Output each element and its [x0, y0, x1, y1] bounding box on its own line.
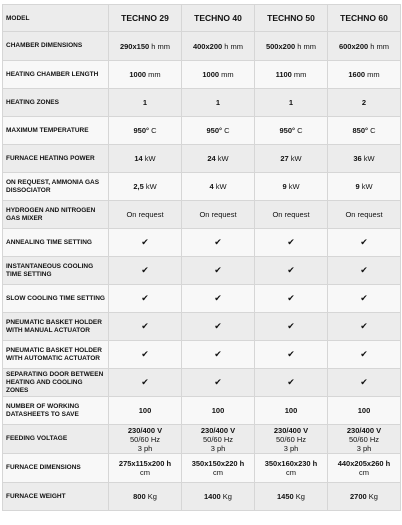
table-row	[3, 425, 401, 454]
cell-value: On request	[182, 201, 255, 229]
checkmark-icon: ✔	[109, 341, 182, 369]
table-row	[3, 454, 401, 483]
table-row	[3, 229, 401, 257]
cell-value: 24 kW	[182, 145, 255, 173]
row-label: FURNACE HEATING POWER	[3, 145, 109, 173]
cell-value: On request	[328, 201, 401, 229]
cell-value: 275x115x200 h cm	[109, 454, 182, 483]
row-label: ON REQUEST, AMMONIA GAS DISSOCIATOR	[3, 173, 109, 201]
checkmark-icon: ✔	[255, 313, 328, 341]
cell-value: 1	[109, 89, 182, 117]
cell-value: 350x150x220 h cm	[182, 454, 255, 483]
row-label: HEATING CHAMBER LENGTH	[3, 61, 109, 89]
row-label: MAXIMUM TEMPERATURE	[3, 117, 109, 145]
checkmark-icon: ✔	[182, 341, 255, 369]
row-label: FURNACE WEIGHT	[3, 483, 109, 511]
cell-value: 440x205x260 h cm	[328, 454, 401, 483]
checkmark-icon: ✔	[255, 341, 328, 369]
checkmark-icon: ✔	[328, 341, 401, 369]
cell-value: 1	[182, 89, 255, 117]
checkmark-icon: ✔	[109, 229, 182, 257]
cell-value: 950° C	[182, 117, 255, 145]
cell-value: 230/400 V 50/60 Hz 3 ph	[328, 425, 401, 454]
header-model-4: TECHNO 60	[328, 5, 401, 32]
cell-value: On request	[109, 201, 182, 229]
checkmark-icon: ✔	[328, 313, 401, 341]
cell-value: 27 kW	[255, 145, 328, 173]
table-row	[3, 32, 401, 61]
checkmark-icon: ✔	[255, 369, 328, 397]
cell-value: 1000 mm	[182, 61, 255, 89]
cell-value: 2,5 kW	[109, 173, 182, 201]
cell-value: 230/400 V 50/60 Hz 3 ph	[182, 425, 255, 454]
spec-table-container	[2, 4, 400, 511]
cell-value: 9 kW	[255, 173, 328, 201]
checkmark-icon: ✔	[109, 285, 182, 313]
row-label: SEPARATING DOOR BETWEEN HEATING AND COOLING ZONES	[3, 369, 109, 397]
checkmark-icon: ✔	[182, 257, 255, 285]
table-row	[3, 173, 401, 201]
table-row	[3, 483, 401, 511]
table-row	[3, 285, 401, 313]
cell-value: 100	[255, 397, 328, 425]
table-body	[3, 32, 401, 511]
checkmark-icon: ✔	[109, 369, 182, 397]
row-label: ANNEALING TIME SETTING	[3, 229, 109, 257]
cell-value: 600x200 h mm	[328, 32, 401, 61]
table-row	[3, 145, 401, 173]
header-row	[3, 5, 401, 32]
checkmark-icon: ✔	[328, 257, 401, 285]
header-model-2: TECHNO 40	[182, 5, 255, 32]
table-row	[3, 117, 401, 145]
cell-value: 4 kW	[182, 173, 255, 201]
cell-value: 9 kW	[328, 173, 401, 201]
table-row	[3, 341, 401, 369]
checkmark-icon: ✔	[328, 229, 401, 257]
header-model-label: MODEL	[3, 5, 109, 32]
cell-value: 100	[328, 397, 401, 425]
cell-value: 14 kW	[109, 145, 182, 173]
row-label: INSTANTANEOUS COOLING TIME SETTING	[3, 257, 109, 285]
cell-value: 2	[328, 89, 401, 117]
row-label: FEEDING VOLTAGE	[3, 425, 109, 454]
checkmark-icon: ✔	[328, 285, 401, 313]
table-row	[3, 369, 401, 397]
furnace-spec-table	[2, 4, 401, 511]
cell-value: 1000 mm	[109, 61, 182, 89]
cell-value: 230/400 V 50/60 Hz 3 ph	[109, 425, 182, 454]
checkmark-icon: ✔	[255, 285, 328, 313]
row-label: FURNACE DIMENSIONS	[3, 454, 109, 483]
row-label: PNEUMATIC BASKET HOLDER WITH AUTOMATIC ACTUATOR	[3, 341, 109, 369]
cell-value: 950° C	[255, 117, 328, 145]
cell-value: 36 kW	[328, 145, 401, 173]
cell-value: 850° C	[328, 117, 401, 145]
cell-value: 1600 mm	[328, 61, 401, 89]
table-row	[3, 89, 401, 117]
cell-value: 2700 Kg	[328, 483, 401, 511]
checkmark-icon: ✔	[328, 369, 401, 397]
cell-value: 350x160x230 h cm	[255, 454, 328, 483]
table-row	[3, 201, 401, 229]
cell-value: 1450 Kg	[255, 483, 328, 511]
cell-value: 100	[182, 397, 255, 425]
row-label: HEATING ZONES	[3, 89, 109, 117]
cell-value: 800 Kg	[109, 483, 182, 511]
cell-value: 400x200 h mm	[182, 32, 255, 61]
table-row	[3, 397, 401, 425]
cell-value: 230/400 V 50/60 Hz 3 ph	[255, 425, 328, 454]
cell-value: 1100 mm	[255, 61, 328, 89]
row-label: HYDROGEN AND NITROGEN GAS MIXER	[3, 201, 109, 229]
checkmark-icon: ✔	[255, 229, 328, 257]
cell-value: 1400 Kg	[182, 483, 255, 511]
row-label: CHAMBER DIMENSIONS	[3, 32, 109, 61]
checkmark-icon: ✔	[182, 229, 255, 257]
table-row	[3, 313, 401, 341]
checkmark-icon: ✔	[255, 257, 328, 285]
checkmark-icon: ✔	[109, 313, 182, 341]
cell-value: On request	[255, 201, 328, 229]
row-label: NUMBER OF WORKING DATASHEETS TO SAVE	[3, 397, 109, 425]
row-label: SLOW COOLING TIME SETTING	[3, 285, 109, 313]
cell-value: 950° C	[109, 117, 182, 145]
table-row	[3, 257, 401, 285]
header-model-1: TECHNO 29	[109, 5, 182, 32]
header-model-3: TECHNO 50	[255, 5, 328, 32]
checkmark-icon: ✔	[182, 285, 255, 313]
checkmark-icon: ✔	[182, 313, 255, 341]
table-row	[3, 61, 401, 89]
checkmark-icon: ✔	[182, 369, 255, 397]
row-label: PNEUMATIC BASKET HOLDER WITH MANUAL ACTUATOR	[3, 313, 109, 341]
cell-value: 290x150 h mm	[109, 32, 182, 61]
cell-value: 500x200 h mm	[255, 32, 328, 61]
cell-value: 100	[109, 397, 182, 425]
cell-value: 1	[255, 89, 328, 117]
checkmark-icon: ✔	[109, 257, 182, 285]
